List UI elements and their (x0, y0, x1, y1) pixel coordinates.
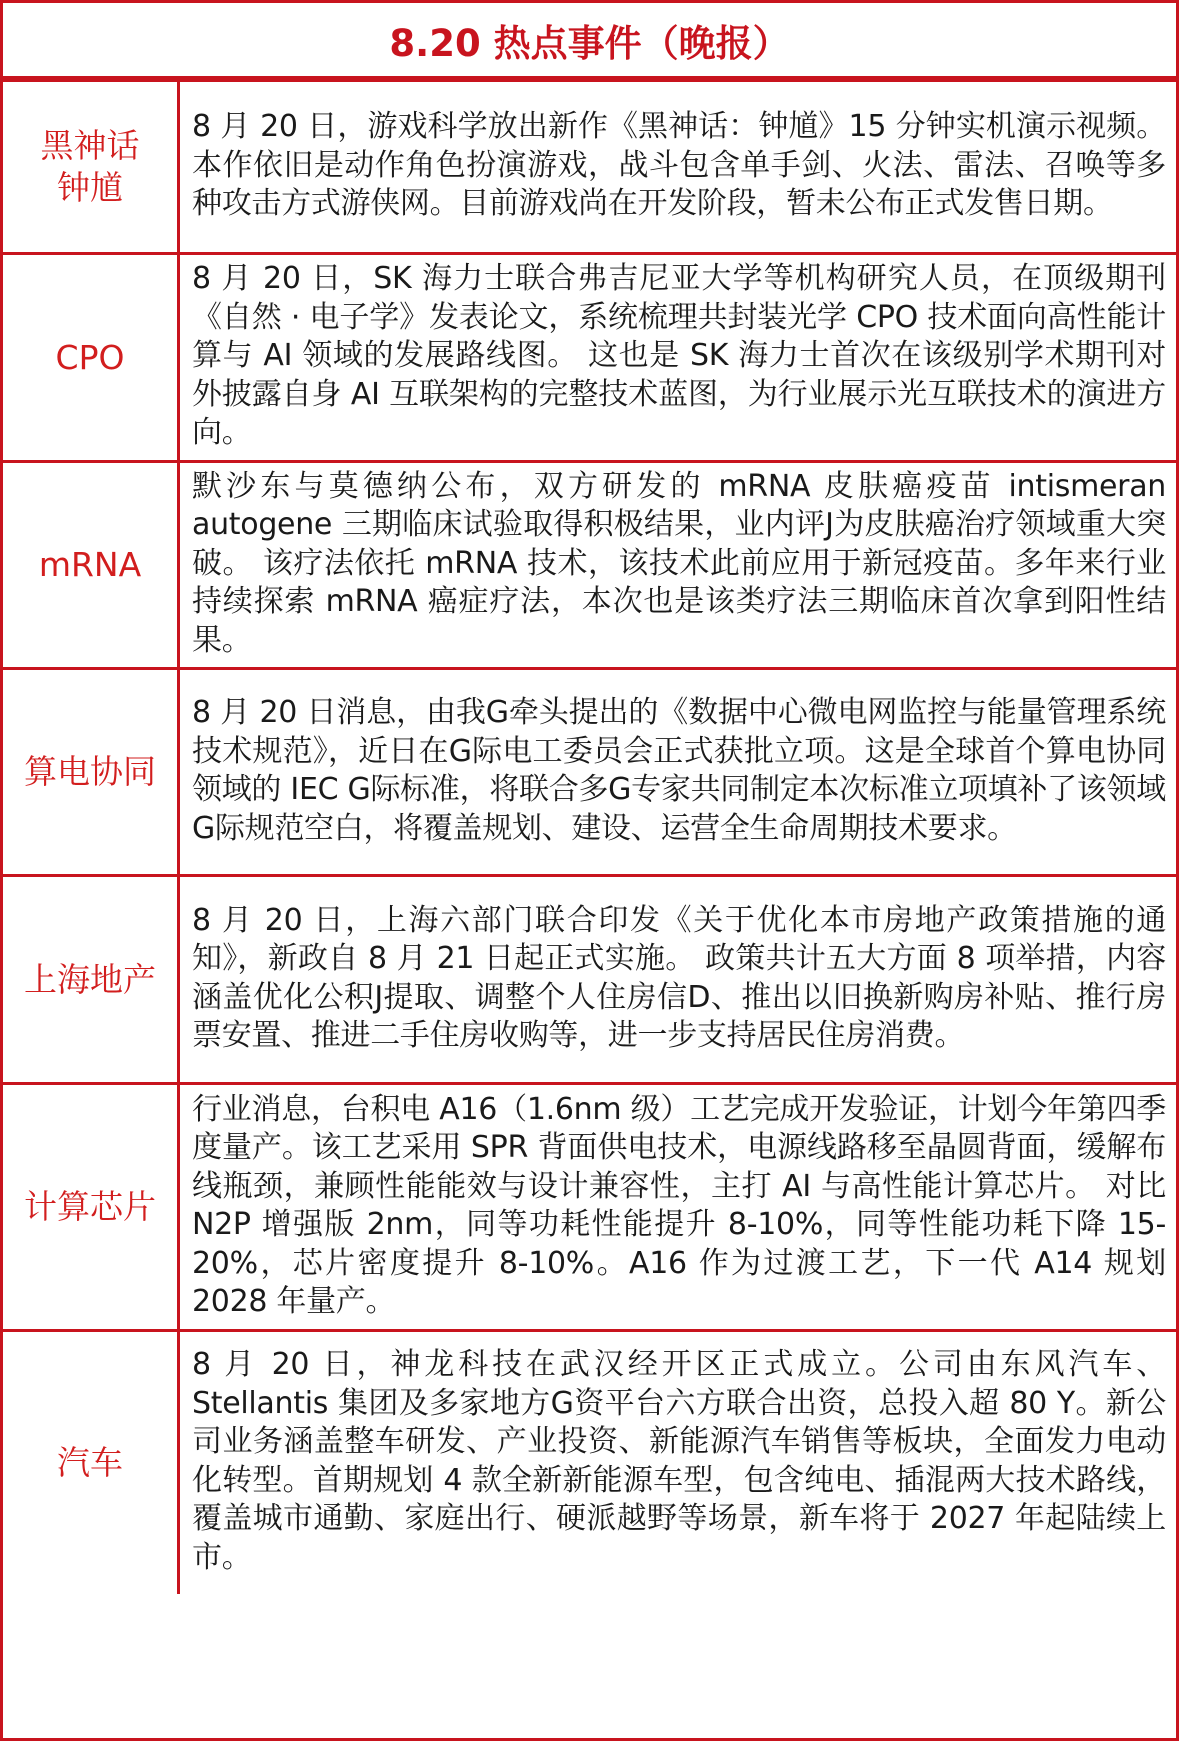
row-label: 算电协同 (3, 669, 179, 876)
row-content: 8 月 20 日，神龙科技在武汉经开区正式成立。公司由东风汽车、Stellantis 集团及多家地方G资平台六方联合出资，总投入超 80 Y。新公司业务涵盖整车研发、产业投资、新能源汽车销售等板块，全面发力电动化转型。首期规划 4 款全新新能源车型，包含纯电、插混两大技术路线，覆盖城市通勤、家庭出行、硬派越野等场景，新车将于 2027 年起陆续上市。 (179, 1331, 1177, 1594)
row-content: 8 月 20 日，游戏科学放出新作《黑神话：钟馗》15 分钟实机演示视频。本作依旧是动作角色扮演游戏，战斗包含单手剑、火法、雷法、召唤等多种攻击方式游侠网。目前游戏尚在开发阶段，暂未公布正式发售日期。 (179, 81, 1177, 254)
table-row (3, 1331, 1176, 1594)
table-row (3, 81, 1176, 254)
row-label: 汽车 (3, 1331, 179, 1594)
row-label: 上海地产 (3, 876, 179, 1084)
page-title: 8.20 热点事件（晚报） (3, 3, 1176, 79)
row-content: 8 月 20 日消息，由我G牵头提出的《数据中心微电网监控与能量管理系统技术规范》，近日在G际电工委员会正式获批立项。这是全球首个算电协同领域的 IEC G际标准，将联合多G专家共同制定本次标准立项填补了该领域G际规范空白，将覆盖规划、建设、运营全生命周期技术要求。 (179, 669, 1177, 876)
row-label: CPO (3, 254, 179, 462)
row-label-line: 黑神话 (40, 126, 140, 165)
row-content: 8 月 20 日，SK 海力士联合弗吉尼亚大学等机构研究人员，在顶级期刊《自然 · 电子学》发表论文，系统梳理共封装光学 CPO 技术面向高性能计算与 AI 领域的发展路线图。 这也是 SK 海力士首次在该级别学术期刊对外披露自身 AI 互联架构的完整技术蓝图，为行业展示光互联技术的演进方向。 (179, 254, 1177, 462)
row-label: 计算芯片 (3, 1084, 179, 1331)
events-table (3, 79, 1176, 1594)
table-row (3, 462, 1176, 669)
table-row (3, 669, 1176, 876)
table-row (3, 1084, 1176, 1331)
row-label (3, 81, 179, 254)
row-content: 行业消息，台积电 A16（1.6nm 级）工艺完成开发验证，计划今年第四季度量产。该工艺采用 SPR 背面供电技术，电源线路移至晶圆背面，缓解布线瓶颈，兼顾性能能效与设计兼容性，主打 AI 与高性能计算芯片。 对比 N2P 增强版 2nm，同等功耗性能提升 8-10%，同等性能功耗下降 15-20%，芯片密度提升 8-10%。A16 作为过渡工艺，下一代 A14 规划 2028 年量产。 (179, 1084, 1177, 1331)
row-content: 8 月 20 日，上海六部门联合印发《关于优化本市房地产政策措施的通知》，新政自 8 月 21 日起正式实施。 政策共计五大方面 8 项举措，内容涵盖优化公积J提取、调整个人住房信D、推出以旧换新购房补贴、推行房票安置、推进二手住房收购等，进一步支持居民住房消费。 (179, 876, 1177, 1084)
table-row (3, 876, 1176, 1084)
table-row (3, 254, 1176, 462)
row-label-line: 钟馗 (57, 168, 123, 207)
row-content: 默沙东与莫德纳公布，双方研发的 mRNA 皮肤癌疫苗 intismeran autogene 三期临床试验取得积极结果，业内评J为皮肤癌治疗领域重大突破。 该疗法依托 mRNA 技术，该技术此前应用于新冠疫苗。多年来行业持续探索 mRNA 癌症疗法，本次也是该类疗法三期临床首次拿到阳性结果。 (179, 462, 1177, 669)
row-label: mRNA (3, 462, 179, 669)
